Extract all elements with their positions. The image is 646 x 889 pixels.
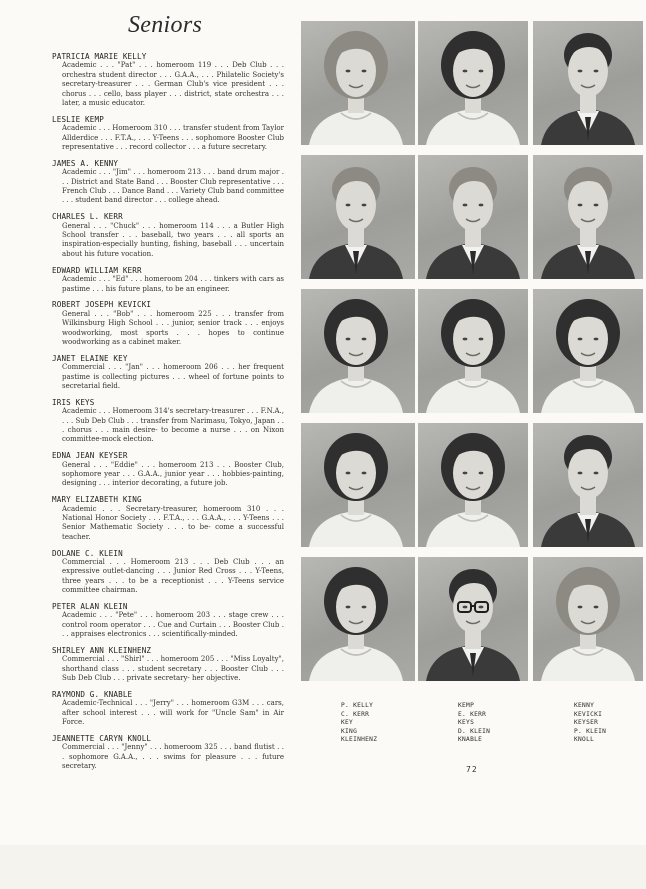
senior-name: SHIRLEY ANN KLEINHENZ	[52, 646, 152, 656]
senior-portrait-photo	[533, 289, 643, 413]
senior-description: Academic . . . "Pete" . . . homeroom 203 . . . stage crew . . . control room operator . . . Cue and Curtain . . . Booster Club . . . appraises electronics . . . scientifically-minded.	[62, 611, 284, 639]
senior-description: Academic . . . Secretary-treasurer, homeroom 310 . . . National Honor Society . . . F.T.A., . . . G.A.A., . . . Y-Teens . . . Senior Mathematic Society . . . to be- come a successful teacher.	[62, 504, 284, 541]
senior-entry	[52, 115, 284, 153]
senior-entry	[52, 602, 284, 640]
senior-name: CHARLES L. KERR	[52, 212, 123, 222]
photo-caption-name: KEMP	[458, 702, 475, 709]
caption-column-3	[574, 702, 606, 745]
senior-entry	[52, 52, 284, 108]
senior-entry	[52, 212, 284, 259]
senior-description: Commercial . . . Homeroom 213 . . . Deb Club . . . an expressive outlet-dancing . . . Junior Red Cross . . . Y-Teens, three years . . . to be a receptionist . . . Y-Teens service committee chairman.	[62, 558, 284, 595]
senior-portrait-photo	[301, 289, 415, 413]
senior-portrait-photo	[418, 557, 528, 681]
senior-portrait-photo	[418, 423, 528, 547]
senior-portrait-photo	[301, 21, 415, 145]
senior-entry	[52, 354, 284, 392]
senior-entry	[52, 159, 284, 206]
senior-description: General . . . "Bob" . . . homeroom 225 . . . transfer from Wilkinsburg High School . . . junior, senior track . . . enjoys woodworking, most sports . . . hopes to continue woodworking as a cabinet maker.	[62, 309, 284, 346]
senior-name: LESLIE KEMP	[52, 114, 104, 124]
senior-portrait-photo	[301, 557, 415, 681]
senior-name: EDNA JEAN KEYSER	[52, 451, 128, 461]
photo-caption-name: KNABLE	[458, 736, 483, 744]
photo-caption-name: P. KELLY	[341, 702, 374, 709]
senior-entry	[52, 646, 284, 684]
senior-entries-list	[52, 52, 284, 778]
senior-entry	[52, 300, 284, 347]
senior-portrait-photo	[301, 155, 415, 279]
senior-description: Academic . . . "Pat" . . . homeroom 119 . . . Deb Club . . . orchestra student director . . . G.A.A., . . . Philatelic Society's secretary-treasurer . . . German Club's vice president . . . chorus . . . cello, bass player . . . district, state orchestra . . . later, a music educator.	[62, 61, 284, 108]
caption-column-2	[458, 702, 490, 745]
senior-entry	[52, 690, 284, 728]
senior-description: Commercial . . . "Jan" . . . homeroom 206 . . . her frequent pastime is collecting pictures . . . wheel of fortune points to secretarial field.	[62, 363, 284, 390]
photo-caption-name: P. KLEIN	[574, 727, 607, 735]
photo-caption-name: KING	[341, 727, 358, 735]
senior-description: Academic . . . Homeroom 314's secretary-treasurer . . . F.N.A., . . . Sub Deb Club . . . transfer from Narimasu, Tokyo, Japan . . . chorus . . . main desire- to become a nurse . . . on Nixon committee-mock election.	[62, 407, 284, 444]
senior-description: General . . . "Eddie" . . . homeroom 213 . . . Booster Club, sophomore year . . . G.A.A., junior year . . . hobbies-painting, designing . . . interior decorating, a future job.	[62, 460, 284, 488]
page-number: 72	[466, 765, 478, 774]
senior-entry	[52, 266, 284, 294]
senior-description: Commercial . . . "Shirl" . . . homeroom 205 . . . "Miss Loyalty", shorthand class . . . student secretary . . . Booster Club . . . Sub Deb Club . . . private secretary- her objective.	[62, 655, 284, 683]
senior-name: PETER ALAN KLEIN	[52, 602, 128, 612]
photo-caption-name: D. KLEIN	[458, 727, 491, 735]
page-bottom-edge	[0, 845, 646, 889]
senior-description: Academic . . . Homeroom 310 . . . transfer student from Taylor Allderdice . . . F.T.A., . . . Y-Teens . . . sophomore Booster Club representative . . . record collector . . . a future secretary.	[62, 124, 284, 152]
senior-entry	[52, 495, 284, 542]
senior-portrait-photo	[301, 423, 415, 547]
senior-name: EDWARD WILLIAM KERR	[52, 265, 142, 275]
senior-entry	[52, 549, 284, 596]
senior-description: Academic . . . "Jim" . . . homeroom 213 . . . band drum major . . . District and State Band . . . Booster Club representative . . . French Club . . . Dance Band . . . Variety Club band committee . . . student band director . . . college ahead.	[62, 168, 284, 205]
photo-caption-name: KNOLL	[574, 736, 595, 744]
senior-portrait-photo	[533, 423, 643, 547]
senior-name: RAYMOND G. KNABLE	[52, 690, 133, 700]
senior-name: IRIS KEYS	[52, 397, 95, 407]
senior-portrait-photo	[533, 155, 643, 279]
senior-entry	[52, 398, 284, 445]
page-title: Seniors	[128, 12, 203, 38]
senior-portrait-photo	[418, 21, 528, 145]
senior-description: Academic-Technical . . . "Jerry" . . . homeroom G3M . . . cars, after school interest . . . will work for "Uncle Sam" in Air Force.	[62, 699, 284, 727]
senior-name: PATRICIA MARIE KELLY	[52, 52, 147, 61]
senior-name: JEANNETTE CARYN KNOLL	[52, 734, 152, 744]
senior-name: DOLANE C. KLEIN	[52, 548, 123, 558]
senior-portrait-photo	[418, 289, 528, 413]
senior-name: JAMES A. KENNY	[52, 158, 119, 168]
senior-name: MARY ELIZABETH KING	[52, 495, 142, 505]
photo-caption-name: KLEINHENZ	[341, 736, 378, 744]
photo-caption-name: E. KERR	[458, 710, 487, 718]
senior-description: General . . . "Chuck" . . . homeroom 114 . . . a Butler High School transfer . . . baseball, two years . . . all sports an inspiration-especially hunting, fishing, baseball . . . uncertain about his future vocation.	[62, 221, 284, 258]
photo-caption-name: KEYSER	[574, 719, 599, 727]
senior-entry	[52, 734, 284, 772]
senior-portrait-photo	[533, 557, 643, 681]
photo-caption-name: KEY	[341, 719, 354, 727]
photo-caption-name: C. KERR	[341, 710, 370, 718]
photo-caption-name: KEYS	[458, 719, 475, 727]
senior-portrait-photo	[418, 155, 528, 279]
senior-description: Commercial . . . "Jenny" . . . homeroom 325 . . . band flutist . . . sophomore G.A.A., . . . swims for pleasure . . . future secretary.	[62, 743, 284, 771]
photo-caption-name: KENNY	[574, 702, 595, 709]
senior-name: ROBERT JOSEPH KEVICKI	[52, 300, 152, 310]
photo-caption-name: KEVICKI	[574, 710, 603, 718]
senior-entry	[52, 451, 284, 489]
senior-name: JANET ELAINE KEY	[52, 353, 128, 363]
senior-description: Academic . . . "Ed" . . . homeroom 204 . . . tinkers with cars as pastime . . . his future plans, to be an engineer.	[62, 275, 284, 293]
senior-portrait-photo	[533, 21, 643, 145]
caption-column-1	[341, 702, 377, 745]
